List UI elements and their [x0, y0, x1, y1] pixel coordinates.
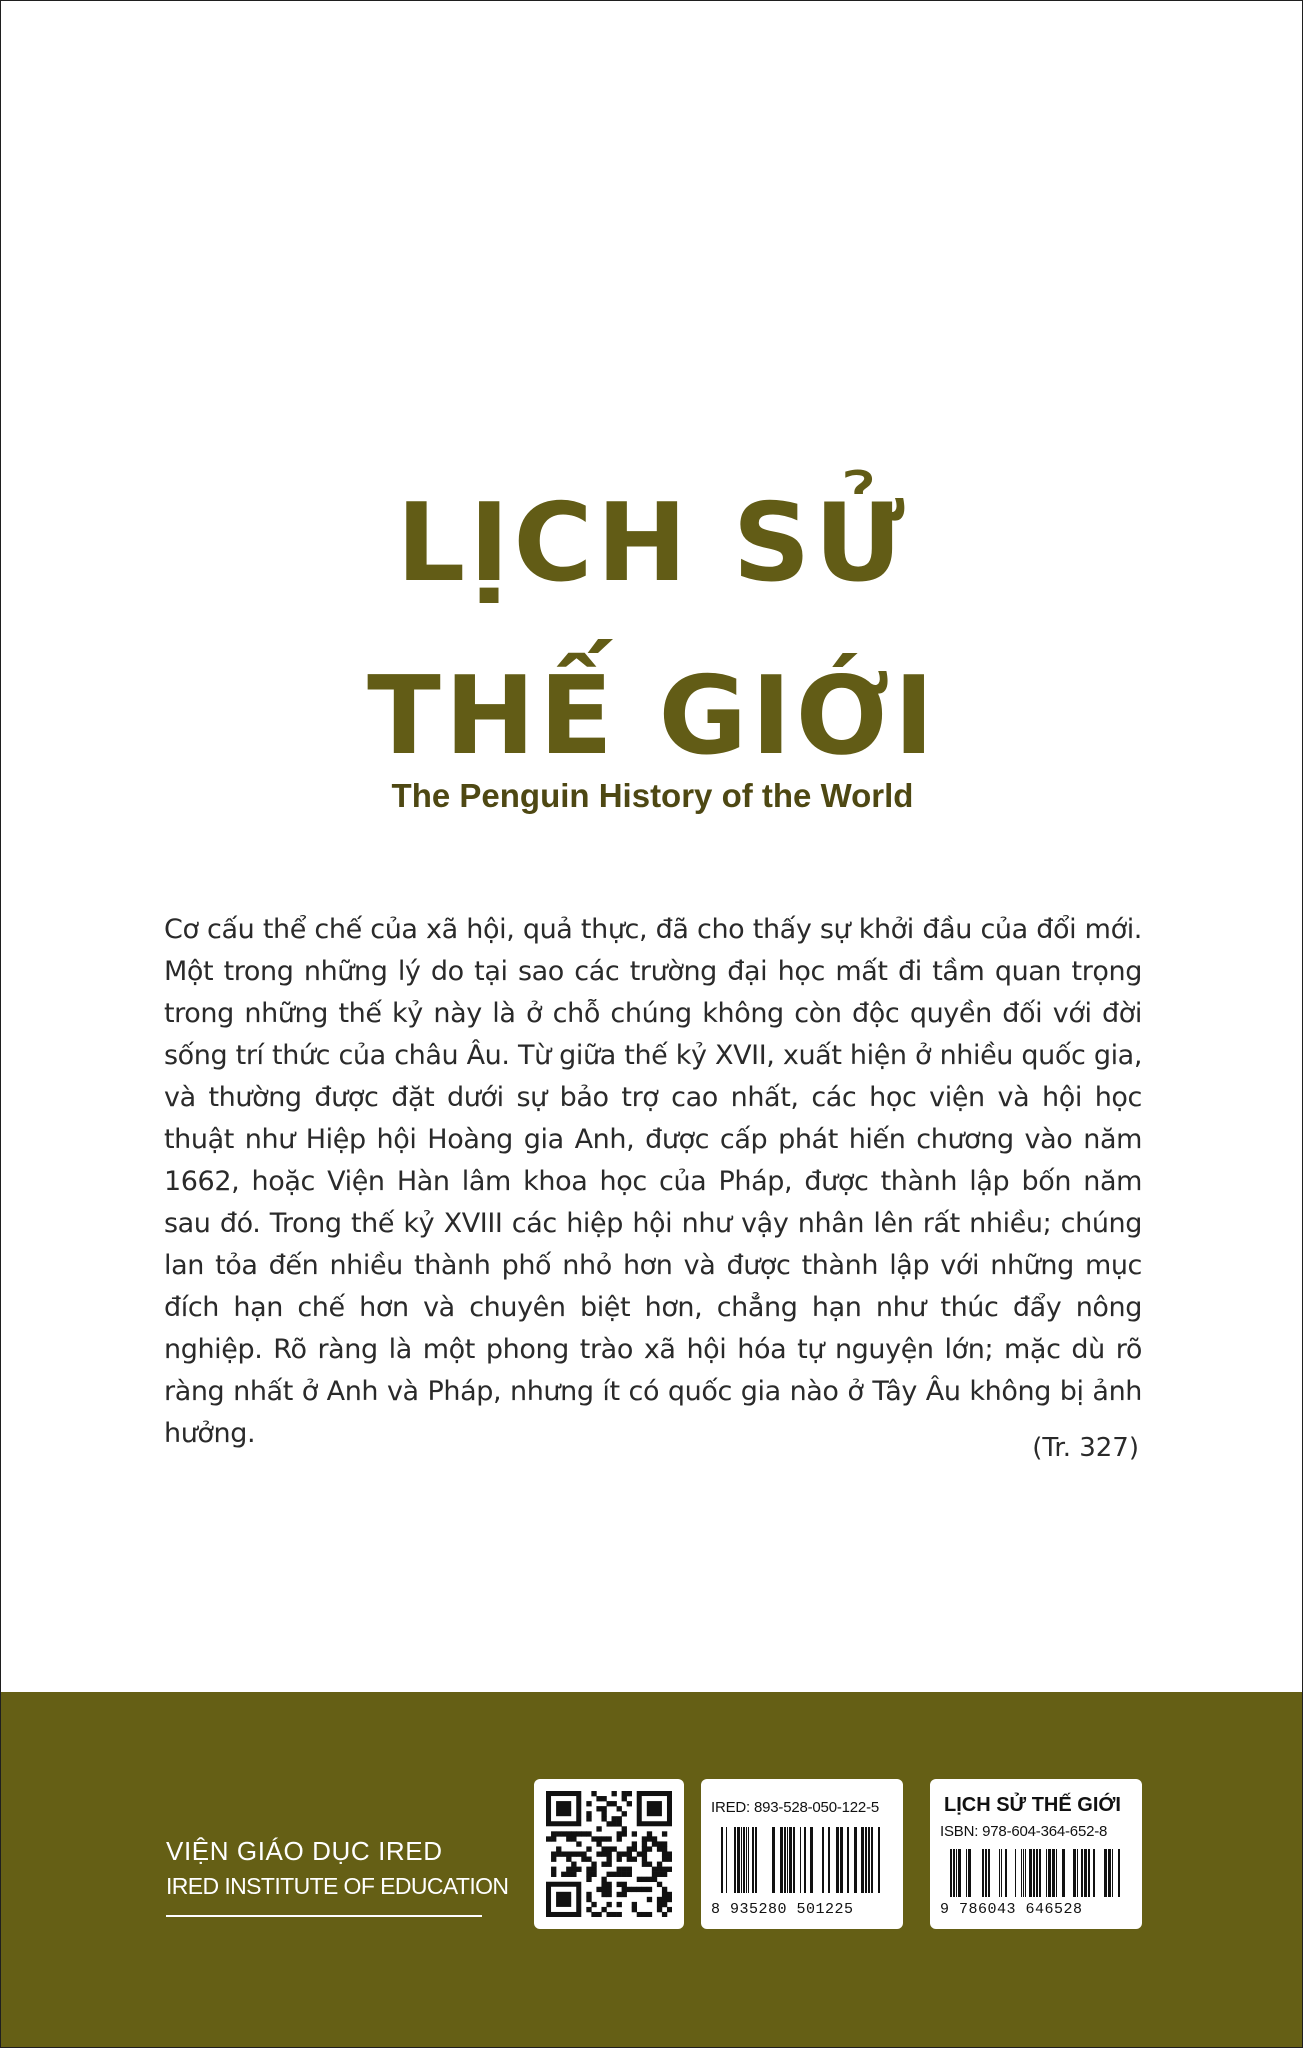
barcode-icon [950, 1849, 1122, 1897]
isbn-code-box [930, 1779, 1142, 1929]
title-line-1: LỊCH SỬ [396, 481, 909, 606]
publisher-name-vn: VIỆN GIÁO DỤC IRED [166, 1836, 443, 1866]
barcode-icon [721, 1827, 883, 1893]
qr-code-icon [534, 1779, 684, 1929]
subtitle: The Penguin History of the World [391, 777, 914, 814]
isbn-book-title: LỊCH SỬ THẾ GIỚI [944, 1794, 1121, 1816]
ired-code-label: IRED: 893-528-050-122-5 [711, 1799, 880, 1816]
qr-code-graphic [546, 1791, 672, 1917]
isbn-label: ISBN: 978-604-364-652-8 [940, 1823, 1108, 1840]
ired-code-box [701, 1779, 903, 1929]
excerpt-paragraph: Cơ cấu thể chế của xã hội, quả thực, đã cho thấy sự khởi đầu của đổi mới. Một trong những lý do tại sao các trường đại học mất đi tầm quan trọng trong những thế kỷ này là ở chỗ chúng không còn độc quyền đối với đời sống trí thức của châu Âu. Từ giữa thế kỷ XVII, xuất hiện ở nhiều quốc gia, và thường được đặt dưới sự bảo trợ cao nhất, các học viện và hội học thuật như Hiệp hội Hoàng gia Anh, được cấp phát hiến chương vào năm 1662, hoặc Viện Hàn lâm khoa học của Pháp, được thành lập bốn năm sau đó. Trong thế kỷ XVIII các hiệp hội như vậy nhân lên rất nhiều; chúng lan tỏa đến nhiều thành phố nhỏ hơn và được thành lập với những mục đích hạn chế hơn và chuyên biệt hơn, chẳng hạn như thúc đẩy nông nghiệp. Rõ ràng là một phong trào xã hội hóa tự nguyện lớn; mặc dù rõ ràng nhất ở Anh và Pháp, nhưng ít có quốc gia nào ở Tây Âu không bị ảnh hưởng. [164, 914, 1142, 1449]
isbn-barcode-digits: 9 786043 646528 [940, 1901, 1083, 1918]
publisher-block [166, 1833, 509, 1917]
publisher-underline [166, 1915, 482, 1917]
page-reference: (Tr. 327) [1032, 1433, 1139, 1463]
ired-barcode-digits: 8 935280 501225 [711, 1901, 854, 1918]
title-line-2: THẾ GIỚI [367, 654, 938, 779]
publisher-name-en: IRED INSTITUTE OF EDUCATION [166, 1873, 509, 1899]
